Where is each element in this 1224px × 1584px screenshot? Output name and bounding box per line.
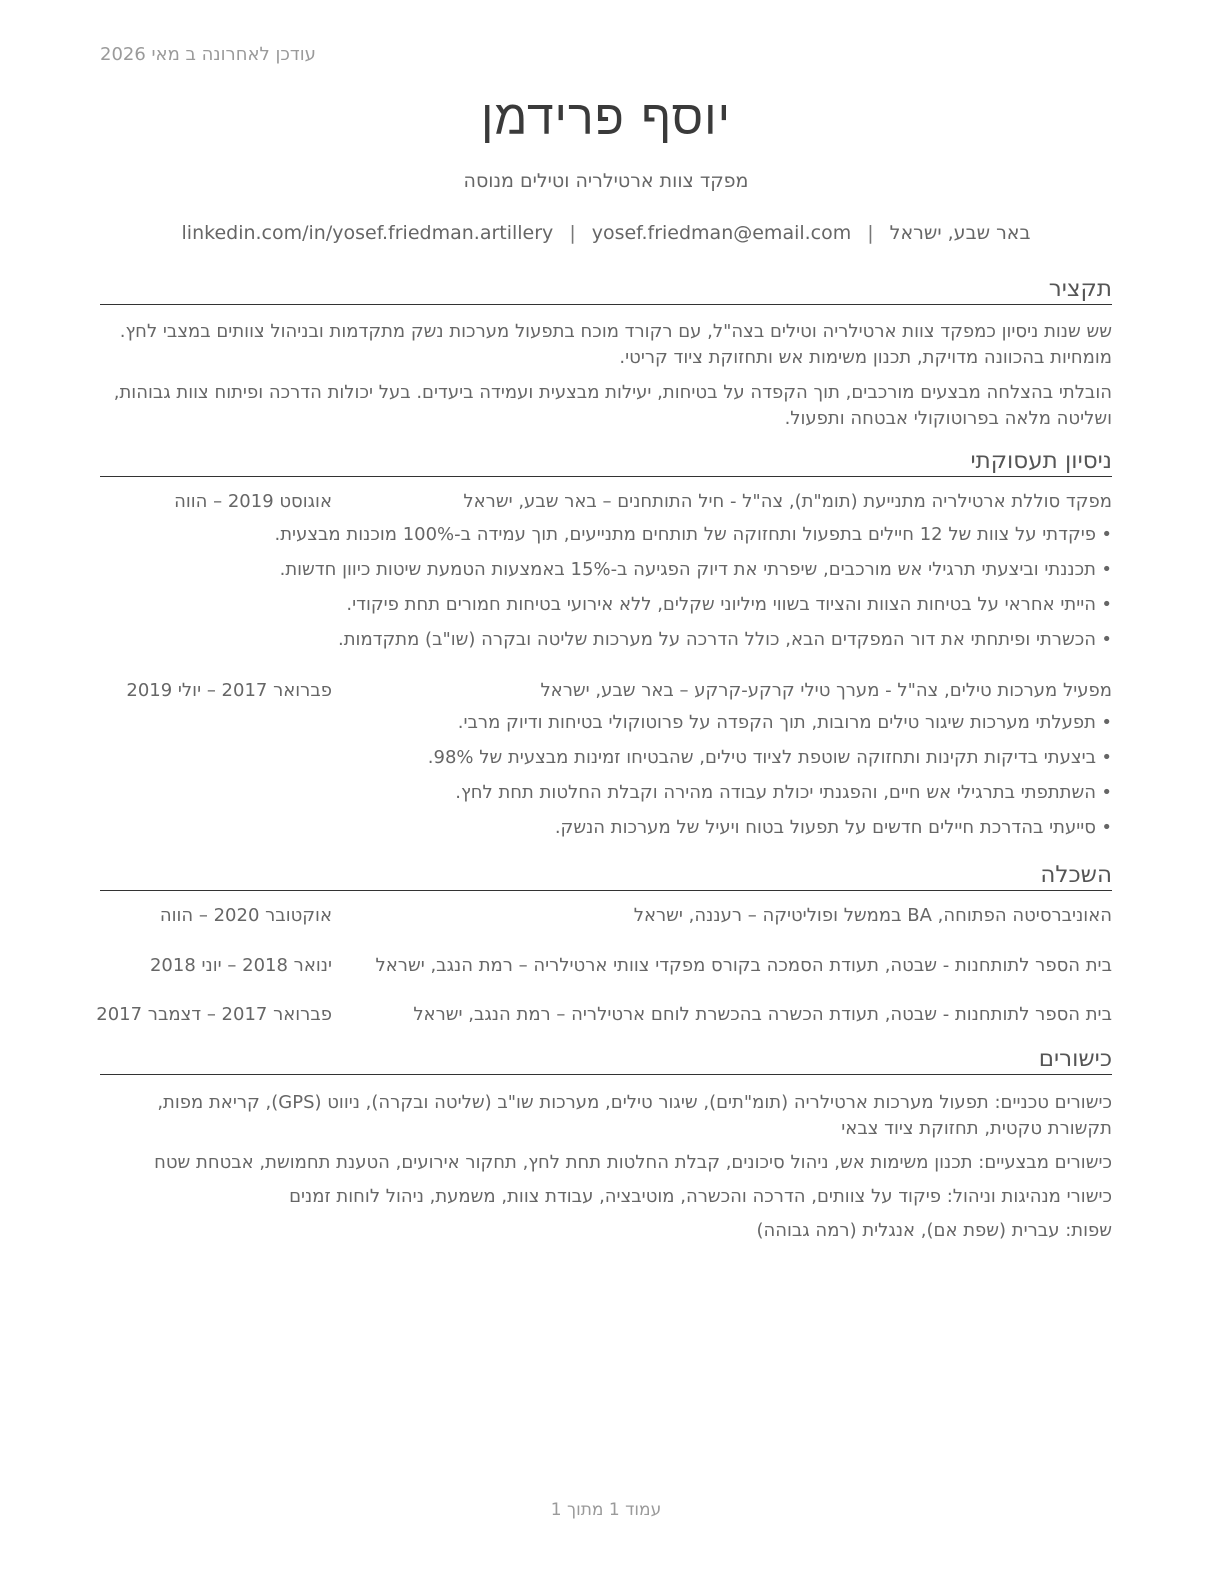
education-date: פברואר 2017 – דצמבר 2017 [96,1004,332,1025]
summary-paragraph-1: שש שנות ניסיון כמפקד צוות ארטילריה וטילים בצה"ל, עם רקורד מוכח בתפעול מערכות נשק מתקדמות ובניהול צוותים במצבי לחץ. מומחיות בהכוונה מדויקת, תכנון משימות אש ותחזוקת ציוד קריטי. [119,321,1112,368]
contact-location: באר שבע, ישראל [889,222,1031,244]
candidate-title: מפקד צוות ארטילריה וטילים מנוסה [463,170,749,192]
section-heading-education: השכלה [100,862,1112,891]
education-date: אוקטובר 2020 – הווה [159,905,332,926]
resume-page [96,0,1112,1584]
job-bullets [100,710,1112,850]
skills-languages: שפות: עברית (שפת אם), אנגלית (רמה גבוהה) [756,1220,1112,1241]
bullet-dot: • [1101,559,1112,580]
bullet-item: • תפעלתי מערכות שיגור טילים מרובות, תוך הקפדה על פרוטוקולי בטיחות ודיוק מרבי. [100,710,1112,745]
education-item [100,905,1112,931]
job-title: מפקד סוללת ארטילריה מתנייעת (תומ"ת), צה"ל - חיל התותחנים – באר שבע, ישראל [463,491,1112,512]
job-date: אוגוסט 2019 – הווה [174,491,332,512]
section-heading-skills: כישורים [100,1046,1112,1075]
bullet-item: • פיקדתי על צוות של 12 חיילים בתפעול ותחזוקה של תותחים מתנייעים, תוך עמידה ב-100% מוכנות מבצעית. [100,522,1112,557]
education-title: האוניברסיטה הפתוחה, BA בממשל ופוליטיקה – רעננה, ישראל [633,905,1112,926]
bullet-dot: • [1101,629,1112,650]
bullet-dot: • [1101,524,1112,545]
contact-line [100,222,1112,244]
summary-paragraph-2: הובלתי בהצלחה מבצעים מורכבים, תוך הקפדה על בטיחות, יעילות מבצעית ועמידה ביעדים. בעל יכולות הדרכה ופיתוח צוות גבוהות, ושליטה מלאה בפרוטוקולי אבטחה ותפעול. [113,382,1112,429]
education-item [100,955,1112,981]
job-bullets [100,522,1112,662]
bullet-dot: • [1101,817,1112,838]
job-title: מפעיל מערכות טילים, צה"ל - מערך טילי קרקע-קרקע – באר שבע, ישראל [540,680,1112,701]
education-title: בית הספר לתותחנות - שבטה, תעודת הכשרה בהכשרת לוחם ארטילריה – רמת הנגב, ישראל [413,1004,1112,1025]
contact-linkedin[interactable]: linkedin.com/in/yosef.friedman.artillery [181,222,554,244]
candidate-name: יוסף פרידמן [480,90,732,146]
last-updated: עודכן לאחרונה ב מאי 2026 [100,44,316,65]
contact-separator: | [569,222,576,244]
page-number: עמוד 1 מתוך 1 [550,1500,662,1520]
education-item [96,1004,1112,1030]
bullet-item: • תכננתי וביצעתי תרגילי אש מורכבים, שיפרתי את דיוק הפגיעה ב-15% באמצעות הטמעת שיטות כיוון חדשות. [100,557,1112,592]
education-date: ינואר 2018 – יוני 2018 [149,955,332,976]
bullet-item: • סייעתי בהדרכת חיילים חדשים על תפעול בטוח ויעיל של מערכות הנשק. [100,815,1112,850]
skills-operational: כישורים מבצעיים: תכנון משימות אש, ניהול סיכונים, קבלת החלטות תחת לחץ, תחקור אירועים, הטענת תחמושת, אבטחת שטח [154,1152,1112,1173]
section-heading-summary: תקציר [100,276,1112,305]
skills-technical: כישורים טכניים: תפעול מערכות ארטילריה (תומ"תים), שיגור טילים, מערכות שו"ב (שליטה ובקרה), ניווט (GPS), קריאת מפות, תקשורת טקטית, תחזוקת ציוד צבאי [157,1092,1112,1139]
skills-leadership: כישורי מנהיגות וניהול: פיקוד על צוותים, הדרכה והכשרה, מוטיבציה, עבודת צוות, משמעת, ניהול לוחות זמנים [289,1186,1112,1207]
bullet-dot: • [1101,712,1112,733]
job-header [100,491,1112,517]
bullet-dot: • [1101,782,1112,803]
education-title: בית הספר לתותחנות - שבטה, תעודת הסמכה בקורס מפקדי צוותי ארטילריה – רמת הנגב, ישראל [375,955,1112,976]
job-header [100,680,1112,706]
contact-email[interactable]: yosef.friedman@email.com [591,222,852,244]
job-date: פברואר 2017 – יולי 2019 [126,680,332,701]
contact-separator: | [867,222,874,244]
bullet-item: • השתתפתי בתרגילי אש חיים, והפגנתי יכולת עבודה מהירה וקבלת החלטות תחת לחץ. [100,780,1112,815]
bullet-dot: • [1101,594,1112,615]
bullet-dot: • [1101,747,1112,768]
bullet-item: • הכשרתי ופיתחתי את דור המפקדים הבא, כולל הדרכה על מערכות שליטה ובקרה (שו"ב) מתקדמות. [100,627,1112,662]
bullet-item: • ביצעתי בדיקות תקינות ותחזוקה שוטפת לציוד טילים, שהבטיחו זמינות מבצעית של 98%. [100,745,1112,780]
bullet-item: • הייתי אחראי על בטיחות הצוות והציוד בשווי מיליוני שקלים, ללא אירועי בטיחות חמורים תחת פיקודי. [100,592,1112,627]
section-heading-experience: ניסיון תעסוקתי [100,448,1112,477]
